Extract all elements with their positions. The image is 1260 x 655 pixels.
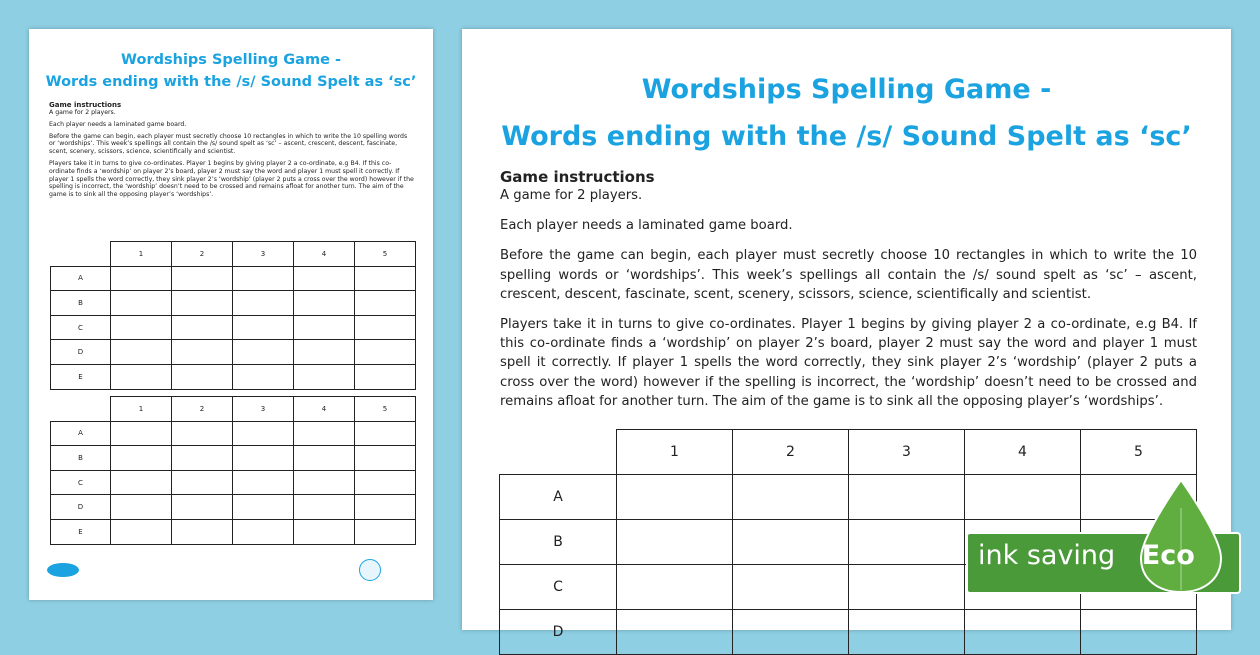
grid-cell [355,421,416,446]
grid-cell [233,446,294,471]
header-row [51,397,416,422]
grid-cell [233,340,294,365]
instructions-p4: Players take it in turns to give co-ordinates. Player 1 begins by giving player 2 a co-ordinate, e.g B4. If this co-ordinate finds a ‘wordship’ on player 2’s board, player 2 must say the word and player 1 must spell it correctly. If player 1 spells the word correctly, they sink player 2’s ‘wordship’ (player 2 puts a cross over the word) however if the spelling is incorrect, the ‘wordship’ doesn’t need to be crossed and remains afloat for another turn. The aim of the game is to sink all the opposing player’s ‘wordships’. [500,317,1197,409]
preview-page-thumbnail [29,29,433,600]
instructions-p2: Each player needs a laminated game board. [49,120,187,128]
worksheet-title [29,29,433,93]
grid-cell [849,565,965,610]
row-header: D [51,340,111,365]
col-header: 3 [233,242,294,267]
footer-seal-icon [359,559,381,581]
ink-saving-label [978,540,1195,571]
board-row [51,340,416,365]
grid-cell [294,291,355,316]
grid-cell [111,315,172,340]
board-row [51,421,416,446]
grid-cell [294,364,355,389]
col-header: 5 [355,397,416,422]
row-header: A [51,421,111,446]
game-board-1 [50,241,416,390]
grid-cell [355,364,416,389]
board-row [500,610,1197,655]
grid-cell [294,446,355,471]
row-header: C [51,470,111,495]
col-header: 2 [172,242,233,267]
grid-cell [111,446,172,471]
grid-cell [233,421,294,446]
grid-cell [294,266,355,291]
grid-cell [733,565,849,610]
grid-cell [617,610,733,655]
grid-cell [172,495,233,520]
grid-cell [294,315,355,340]
grid-cell [355,266,416,291]
instructions-p4: Players take it in turns to give co-ordinates. Player 1 begins by giving player 2 a co-ordinate, e.g B4. If this co-ordinate finds a ‘wordship’ on player 2’s board, player 2 must say the word and player 1 must spell it correctly. If player 1 spells the word correctly, they sink player 2’s ‘wordship’ (player 2 puts a cross over the word) however if the spelling is incorrect, the ‘wordship’ doesn’t need to be crossed and remains afloat for another turn. The aim of the game is to sink all the opposing player’s ‘wordships’. [49,159,414,199]
grid-cell [355,446,416,471]
board-row [51,315,416,340]
instructions-heading: Game instructions [500,168,655,186]
grid-cell [172,421,233,446]
grid-cell [233,470,294,495]
row-header: B [51,446,111,471]
grid-cell [1081,610,1197,655]
row-header: C [500,565,617,610]
eco-drop-icon [1137,478,1225,594]
grid-cell [111,495,172,520]
title-line-1: Wordships Spelling Game - [121,52,341,68]
grid-cell [172,446,233,471]
grid-cell [233,364,294,389]
header-row [500,430,1197,475]
worksheet-title [462,29,1231,160]
board-row [51,446,416,471]
title-line-2: Words ending with the /s/ Sound Spelt as ‘sc’ [45,74,417,90]
grid-cell [294,421,355,446]
grid-cell [111,291,172,316]
eco-text: Eco [1141,540,1195,571]
col-header: 1 [617,430,733,475]
title-line-1: Wordships Spelling Game - [641,74,1052,105]
corner-cell [500,430,617,475]
grid-cell [733,610,849,655]
board-row [51,519,416,544]
row-header: B [500,520,617,565]
grid-cell [111,470,172,495]
grid-cell [294,495,355,520]
game-board-2 [50,396,416,545]
grid-cell [617,475,733,520]
grid-cell [172,519,233,544]
grid-cell [172,340,233,365]
board-row [500,475,1197,520]
grid-cell [355,519,416,544]
instructions-block [29,93,433,199]
instructions-p3: Before the game can begin, each player must secretly choose 10 rectangles in which to write the 10 spelling words or ‘wordships’. This week’s spellings all contain the /s/ sound spelt as ‘sc’ – ascent, crescent, descent, fascinate, scent, scenery, scissors, science, scientifically and scientist. [49,132,408,156]
grid-cell [233,266,294,291]
instructions-p1: A game for 2 players. [500,188,643,203]
grid-cell [733,475,849,520]
col-header: 1 [111,397,172,422]
grid-cell [233,291,294,316]
col-header: 5 [1081,430,1197,475]
grid-cell [111,421,172,446]
grid-cell [355,291,416,316]
row-header: E [51,519,111,544]
grid-cell [965,475,1081,520]
instructions-heading: Game instructions [49,101,122,109]
grid-cell [294,340,355,365]
brand-logo-icon [47,563,79,577]
grid-cell [233,315,294,340]
row-header: B [51,291,111,316]
grid-cell [233,519,294,544]
board-row [51,470,416,495]
grid-cell [849,520,965,565]
grid-cell [111,519,172,544]
board-row [51,266,416,291]
grid-cell [617,520,733,565]
instructions-p2: Each player needs a laminated game board. [500,218,793,234]
grid-cell [111,364,172,389]
row-header: D [500,610,617,655]
grid-cell [172,266,233,291]
grid-cell [172,291,233,316]
ink-saving-text: ink saving [978,540,1116,571]
grid-cell [355,340,416,365]
col-header: 3 [233,397,294,422]
col-header: 3 [849,430,965,475]
corner-cell [51,242,111,267]
grid-cell [355,470,416,495]
corner-cell [51,397,111,422]
grid-cell [733,520,849,565]
instructions-p1: A game for 2 players. [49,109,116,116]
row-header: E [51,364,111,389]
board-row [51,291,416,316]
grid-cell [172,315,233,340]
col-header: 4 [294,242,355,267]
col-header: 4 [965,430,1081,475]
grid-cell [172,470,233,495]
grid-cell [294,470,355,495]
grid-cell [849,610,965,655]
grid-cell [111,266,172,291]
grid-cell [355,495,416,520]
row-header: A [500,475,617,520]
col-header: 5 [355,242,416,267]
grid-cell [965,610,1081,655]
grid-cell [294,519,355,544]
grid-cell [111,340,172,365]
board-row [51,364,416,389]
grid-cell [233,495,294,520]
col-header: 1 [111,242,172,267]
board-row [51,495,416,520]
instructions-p3: Before the game can begin, each player must secretly choose 10 rectangles in which to write the 10 spelling words or ‘wordships’. This week’s spellings all contain the /s/ sound spelt as ‘sc’ – ascent, crescent, descent, fascinate, scent, scenery, scissors, science, scientifically and scientist. [500,248,1197,302]
grid-cell [355,315,416,340]
row-header: C [51,315,111,340]
grid-cell [849,475,965,520]
grid-cell [617,565,733,610]
row-header: A [51,266,111,291]
grid-cell [172,364,233,389]
row-header: D [51,495,111,520]
col-header: 4 [294,397,355,422]
instructions-block [462,160,1231,411]
col-header: 2 [733,430,849,475]
col-header: 2 [172,397,233,422]
header-row [51,242,416,267]
title-line-2: Words ending with the /s/ Sound Spelt as ‘sc’ [501,121,1192,152]
